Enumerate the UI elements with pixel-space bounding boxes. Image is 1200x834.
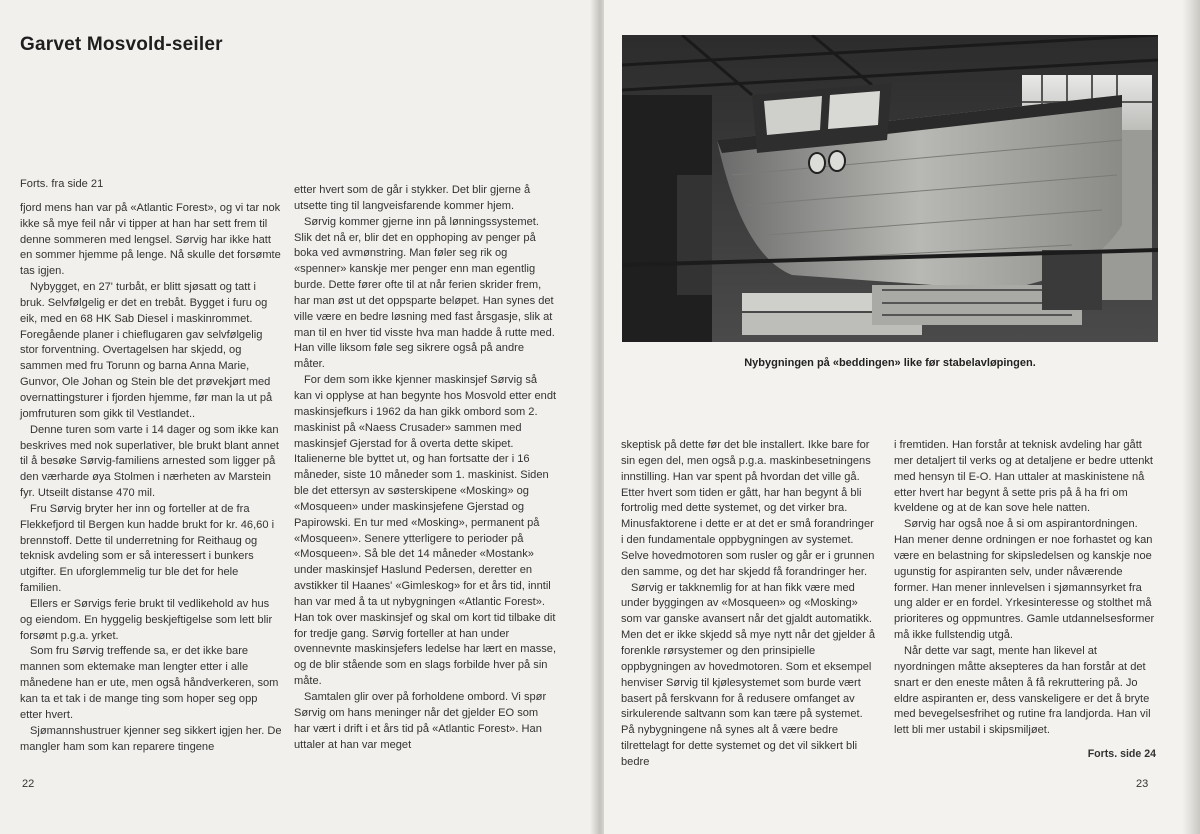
paragraph: Sørvig kommer gjerne inn på lønningssystemet. Slik det nå er, blir det en opphoping av penger på boka ved avmønstring. Man føler seg rik og «spenner» kanskje mer penger enn man egentlig burde. Dette fører ofte til at når ferien skrider frem, har man øst ut det oppsparte beløpet. Han synes det ville være en bedre løsning med fast årsgasje, slik at man til en hver tid visste hva man hadde å rutte med. Han ville liksom føle seg sikrere også på andre måter. xyxy=(294,215,555,371)
paragraph: Når dette var sagt, mente han likevel at nyordningen måtte aksepteres da han forstår at det snart er den eneste måten å få rekruttering på. Jo eldre aspiranten er, dess vanskeligere er det å bryte med bevegelsesfrihet og rutine fra landjorda. Han vil lett bli mer ustabil i skipsmiljøet. xyxy=(894,644,1151,737)
continued-from-line: Forts. fra side 21 xyxy=(20,178,104,190)
paragraph: Sjømannshustruer kjenner seg sikkert igjen her. De mangler ham som kan reparere tingene xyxy=(20,724,282,753)
paragraph: Sørvig har også noe å si om aspirantordningen. Han mener denne ordningen er noe forhastet og kan være en belastning for skipsledelsen og kanskje noe ugunstig for aspiranten selv, under nåværende former. Han mener innlevelsen i sjømannsyrket fra ung alder er en fordel. Yrkesinteresse og stolthet må prioriteres og oppmuntres. Gamle utdannelsesformer må ikke fullstendig utgå. xyxy=(894,518,1155,642)
text-column-4 xyxy=(894,438,1156,763)
photo-caption: Nybygningen på «beddingen» like før stabelavløpingen. xyxy=(744,357,1036,369)
boat-photo xyxy=(622,35,1158,342)
page-edge xyxy=(1182,0,1200,834)
text-column-2 xyxy=(294,183,557,753)
paragraph: skeptisk på dette før det ble installert. Ikke bare for sin egen del, men også p.g.a. maskinbesetningens innstilling. Han var spent på hvordan det ville gå. Etter hvert som tiden er gått, har han begynt å bli fortrolig med dette systemet, og det virker bra. Minusfaktorene i dette er at det er små forandringer i den fundamentale oppbygningen av systemet. Selve hovedmotoren som rusler og går er i grunnen den samme, og det har skjedd få forandringer her. xyxy=(621,439,875,578)
paragraph: Nybygget, en 27' turbåt, er blitt sjøsatt og tatt i bruk. Selvfølgelig er det en trebåt. Bygget i furu og eik, med en 68 HK Sab Diesel i maskinrommet. Foregående planer i chieflugaren gav selvfølgelig stor forventning. Overtagelsen har skjedd, og sammen med fru Torunn og barna Anna Marie, Gunvor, Ole Johan og Stein ble det prøvekjørt med overnattingsturer i fjorden hjemme, før man la ut på jomfruturen som gikk til Vestlandet.. xyxy=(20,281,273,420)
paragraph: Denne turen som varte i 14 dager og som ikke kan beskrives med nok superlativer, ble brukt blant annet til å besøke Sørvig-familiens arnested som ligger på den værharde øya Stolmen i nærheten av Marstein fyr. Utseilt distanse 470 mil. xyxy=(20,423,279,500)
continued-on-label: Forts. side 24 xyxy=(1087,748,1156,761)
paragraph: Som fru Sørvig treffende sa, er det ikke bare mannen som ektemake man lengter etter i alle månedene han er ute, men også håndverkeren, som kan ta et tak i de mange ting som hoper seg opp etter hvert. xyxy=(20,645,279,721)
page-number-left: 22 xyxy=(22,778,35,790)
boat-on-slipway-image xyxy=(622,35,1158,342)
paragraph: Sørvig er takknemlig for at han fikk være med under byggingen av «Mosqueen» og «Mosking» som var ganske avansert når det gjaldt automatikk. Men det er ikke skjedd så mye nytt når det gjelder å forenkle rørsystemer og den prinsipielle oppbygningen av hovedmotoren. Som et eksempel henviser Sørvig til kjølesystemet som burde vært basert på ferskvann for å redusere omfanget av sirkulerende saltvann som kan tære på systemet. På nybygningene nå synes alt å være bedre tilrettelagt for dette systemet og det vil sikkert bli bedre xyxy=(621,581,876,768)
text-column-3 xyxy=(621,438,879,771)
paragraph: i fremtiden. Han forstår at teknisk avdeling har gått mer detaljert til verks og at detaljene er bedre uttenkt med hensyn til E-O. Han uttaler at maskinistene nå etter hvert har begynt å sette pris på å ha fri om kveldene og at de kan sove hele natten. xyxy=(894,439,1153,515)
text-column-1 xyxy=(20,177,282,755)
paragraph: Ellers er Sørvigs ferie brukt til vedlikehold av hus og eiendom. En hyggelig beskjeftigelse som lett blir forsømt p.g.a. yrket. xyxy=(20,597,273,642)
paragraph: Fru Sørvig bryter her inn og forteller at de fra Flekkefjord til Bergen kun hadde brukt for kr. 46,60 i brennstoff. Dette til underretning for Reithaug og teknisk avdeling som er så interessert i bunkers utgifter. En uforglemmelig tur ble det for hele familien. xyxy=(20,502,275,595)
page-number-right: 23 xyxy=(1136,778,1149,790)
paragraph: Samtalen glir over på forholdene ombord. Vi spør Sørvig om hans meninger når det gjelder EO som har vært i drift i et års tid på «Atlantic Forest». Han uttaler at han var meget xyxy=(294,691,547,751)
article-title: Garvet Mosvold-seiler xyxy=(20,34,223,55)
paragraph: For dem som ikke kjenner maskinsjef Sørvig så kan vi opplyse at han begynte hos Mosvold etter endt maskinsjefkurs i 1962 da han gikk ombord som 2. maskinist på «Naess Crusader» sammen med maskinsjef Gjerstad for å overta dette skipet. Italienerne ble byttet ut, og han fortsatte der i 16 måneder, siste 10 måneder som 1. maskinist. Siden ble det ettersyn av søsterskipene «Mosking» og «Mosqueen» under maskinsjefene Gjerstad og Papirowski. En tur med «Mosking», permanent på «Mosqueen». Senere ytterligere to perioder på «Mosqueen». Så ble det 14 måneder «Mostank» under maskinsjef Haslund Pedersen, deretter en avstikker til Haanes' «Gimleskog» for et års tid, inntil han var med å ta ut nybygningen «Atlantic Forest». Han tok over maskinsjef og skal om kort tid tilbake dit for tredje gang. Sørvig forteller at han under ovennevnte maskinsjefers ledelse har lært en masse, og de blir stående som en slags forbilde hver på sin måte. xyxy=(294,374,557,688)
paragraph: fjord mens han var på «Atlantic Forest», og vi tar nok ikke så mye feil når vi tipper at han har sett frem til denne sommeren med lengsel. Sørvig har ikke hatt en sommer hjemme på lenge. Nå skulle det forsømte tas igjen. xyxy=(20,201,281,278)
paragraph: etter hvert som de går i stykker. Det blir gjerne å utsette ting til langveisfarende kommer hjem. xyxy=(294,184,531,212)
left-page xyxy=(0,0,596,834)
